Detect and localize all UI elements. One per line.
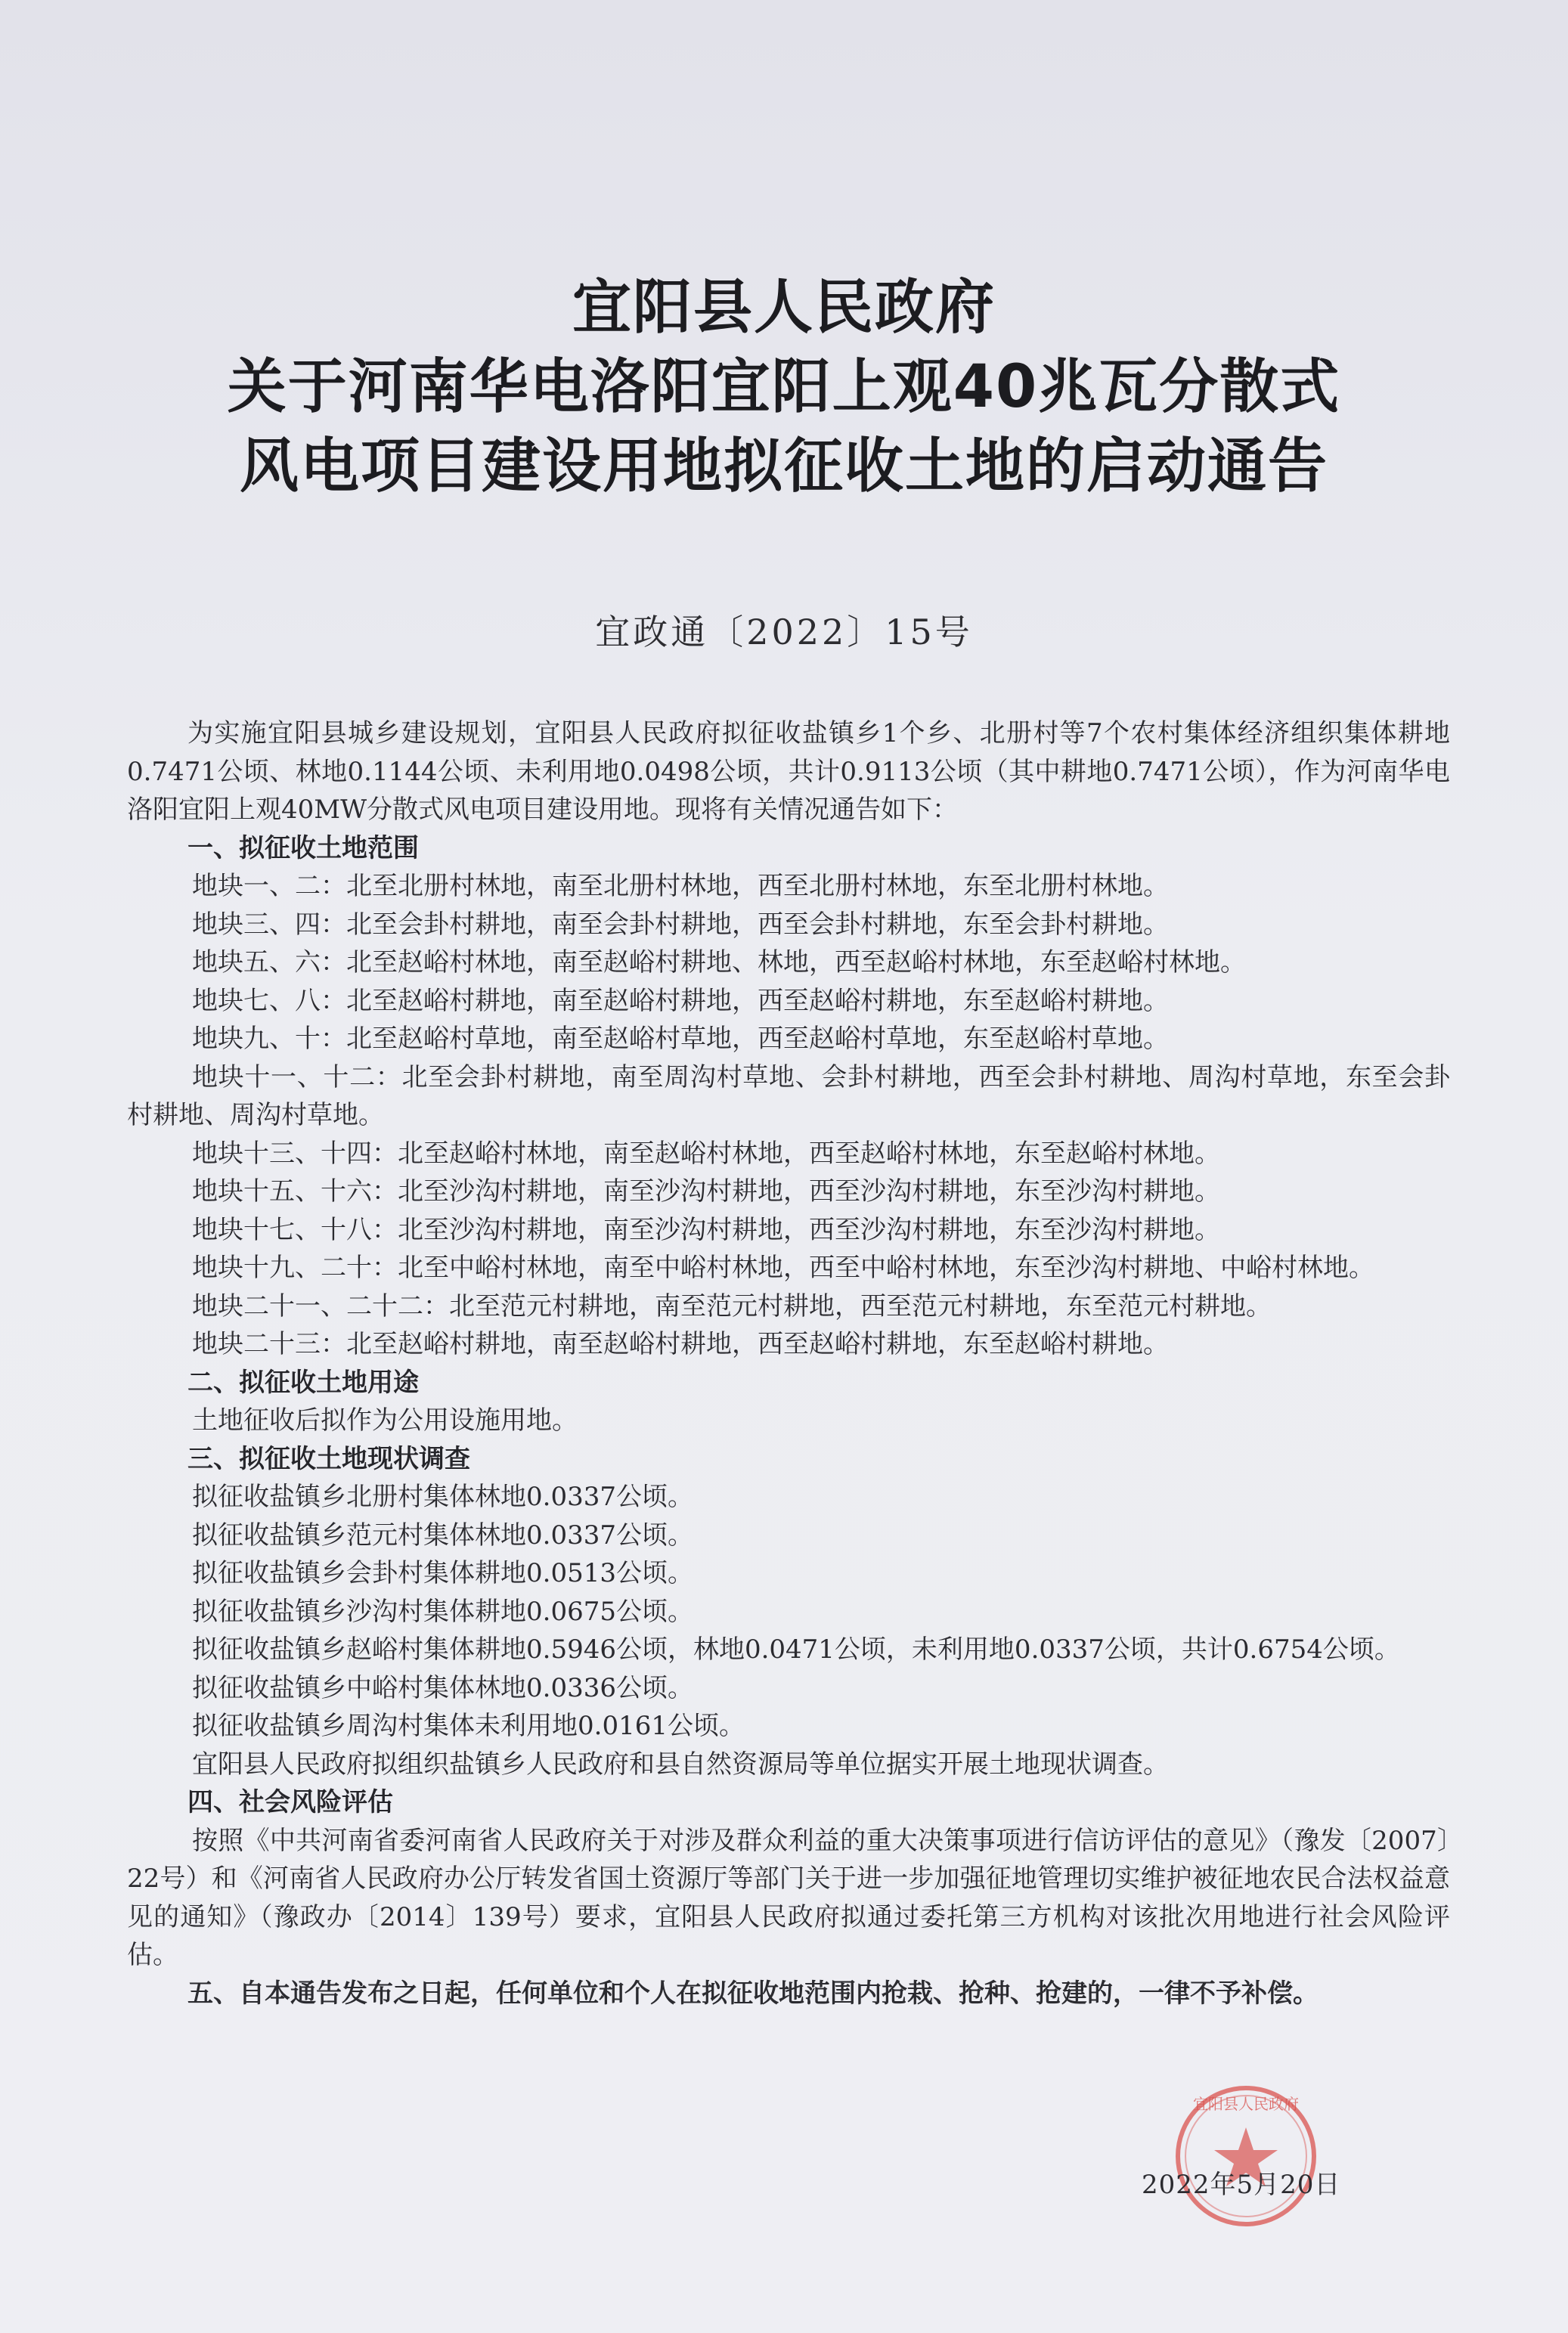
section-2-heading: 二、拟征收土地用途	[187, 1367, 419, 1398]
svg-text:宜阳县人民政府: 宜阳县人民政府	[1193, 2095, 1299, 2113]
survey-item: 拟征收盐镇乡赵峪村集体耕地0.5946公顷，林地0.0471公顷，未利用地0.0337公顷，共计0.6754公顷。	[192, 1634, 1400, 1665]
parcel-item: 地块二十一、二十二：北至范元村耕地，南至范元村耕地，西至范元村耕地，东至范元村耕地。	[192, 1290, 1272, 1321]
section-3-heading: 三、拟征收土地现状调查	[187, 1443, 470, 1474]
document-title	[0, 268, 1568, 507]
issue-date: 2022年5月20日	[1142, 2170, 1341, 2200]
parcel-item: 地块五、六：北至赵峪村林地，南至赵峪村耕地、林地，西至赵峪村林地，东至赵峪村林地。	[192, 947, 1246, 978]
title-line-2: 关于河南华电洛阳宜阳上观40兆瓦分散式	[227, 353, 1341, 421]
parcel-item: 地块二十三：北至赵峪村耕地，南至赵峪村耕地，西至赵峪村耕地，东至赵峪村耕地。	[192, 1329, 1169, 1359]
notice-body	[127, 714, 1450, 2012]
land-use-text: 土地征收后拟作为公用设施用地。	[192, 1405, 578, 1436]
parcel-item: 地块十九、二十：北至中峪村林地，南至中峪村林地，西至中峪村林地，东至沙沟村耕地、中峪村林地。	[192, 1253, 1374, 1283]
parcel-item: 地块七、八：北至赵峪村耕地，南至赵峪村耕地，西至赵峪村耕地，东至赵峪村耕地。	[192, 985, 1169, 1016]
parcel-item: 地块一、二：北至北册村林地，南至北册村林地，西至北册村林地，东至北册村林地。	[192, 871, 1169, 901]
parcel-item: 地块九、十：北至赵峪村草地，南至赵峪村草地，西至赵峪村草地，东至赵峪村草地。	[192, 1024, 1169, 1054]
official-seal-icon	[1170, 2080, 1322, 2232]
survey-item: 拟征收盐镇乡会卦村集体耕地0.0513公顷。	[192, 1558, 693, 1588]
section-5-statement: 五、自本通告发布之日起，任何单位和个人在拟征收地范围内抢栽、抢种、抢建的，一律不予补偿。	[187, 1978, 1319, 2009]
survey-item: 拟征收盐镇乡周沟村集体未利用地0.0161公顷。	[192, 1711, 745, 1741]
survey-item: 拟征收盐镇乡中峪村集体林地0.0336公顷。	[192, 1672, 693, 1703]
title-line-1: 宜阳县人民政府	[572, 274, 996, 342]
survey-item: 宜阳县人民政府拟组织盐镇乡人民政府和县自然资源局等单位据实开展土地现状调查。	[192, 1749, 1169, 1780]
survey-item: 拟征收盐镇乡沙沟村集体耕地0.0675公顷。	[192, 1596, 693, 1627]
survey-item: 拟征收盐镇乡北册村集体林地0.0337公顷。	[192, 1482, 693, 1512]
parcel-item: 地块十三、十四：北至赵峪村林地，南至赵峪村林地，西至赵峪村林地，东至赵峪村林地。	[192, 1138, 1220, 1169]
parcel-item: 地块三、四：北至会卦村耕地，南至会卦村耕地，西至会卦村耕地，东至会卦村耕地。	[192, 909, 1169, 940]
section-1-heading: 一、拟征收土地范围	[187, 832, 419, 863]
survey-item: 拟征收盐镇乡范元村集体林地0.0337公顷。	[192, 1520, 693, 1551]
title-line-3: 风电项目建设用地拟征收土地的启动通告	[239, 432, 1328, 500]
intro-paragraph: 为实施宜阳县城乡建设规划，宜阳县人民政府拟征收盐镇乡1个乡、北册村等7个农村集体经济组织集体耕地0.7471公顷、林地0.1144公顷、未利用地0.0498公顷，共计0.9113公顷（其中耕地0.7471公顷），作为河南华电洛阳宜阳上观40MW分散式风电项目建设用地。现将有关情况通告如下：	[127, 718, 1450, 825]
risk-assessment-text: 按照《中共河南省委河南省人民政府关于对涉及群众利益的重大决策事项进行信访评估的意见》（豫发〔2007〕22号）和《河南省人民政府办公厅转发省国土资源厅等部门关于进一步加强征地管理切实维护被征地农民合法权益意见的通知》（豫政办〔2014〕139号）要求，宜阳县人民政府拟通过委托第三方机构对该批次用地进行社会风险评估。	[127, 1825, 1450, 1970]
document-number: 宜政通〔2022〕15号	[595, 612, 973, 652]
parcel-item: 地块十七、十八：北至沙沟村耕地，南至沙沟村耕地，西至沙沟村耕地，东至沙沟村耕地。	[192, 1214, 1220, 1245]
parcel-item: 地块十一、十二：北至会卦村耕地，南至周沟村草地、会卦村耕地，西至会卦村耕地、周沟村草地，东至会卦村耕地、周沟村草地。	[127, 1061, 1450, 1130]
parcel-item: 地块十五、十六：北至沙沟村耕地，南至沙沟村耕地，西至沙沟村耕地，东至沙沟村耕地。	[192, 1176, 1220, 1207]
section-4-heading: 四、社会风险评估	[187, 1787, 393, 1817]
